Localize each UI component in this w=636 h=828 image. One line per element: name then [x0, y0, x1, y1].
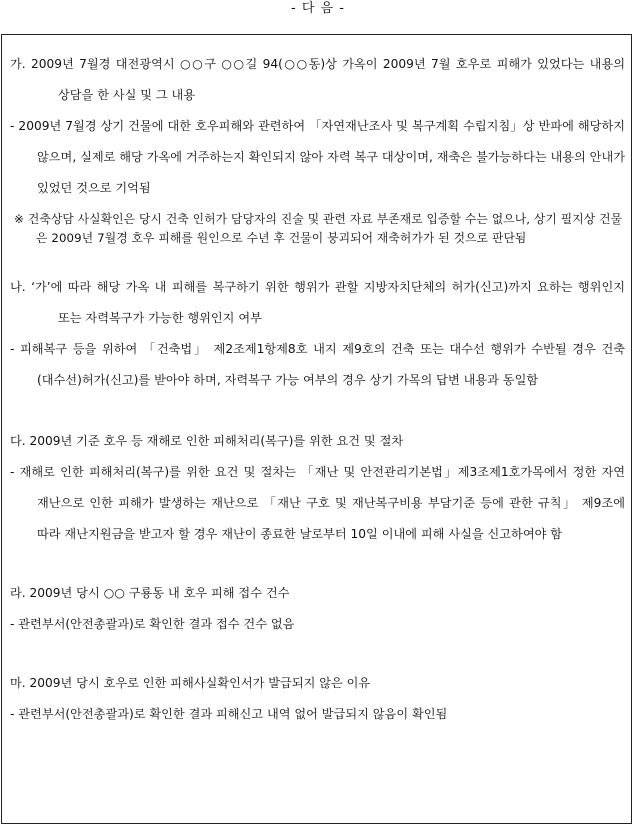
section-ma-heading: 마. 2009년 당시 호우로 인한 피해사실확인서가 발급되지 않은 이유	[10, 676, 371, 690]
section-na	[10, 272, 629, 396]
section-spacer	[10, 248, 625, 272]
section-ra-bullet: - 관련부서(안전총괄과)로 확인한 결과 접수 건수 없음	[10, 617, 295, 631]
section-na-heading: 나. ‘가’에 따라 해당 가옥 내 피해를 복구하기 위한 행위가 관할 지방자치단체의 허가(신고)까지 요하는 행위인지 또는 자력복구가 가능한 행위인지 여부	[10, 280, 629, 325]
section-da	[10, 426, 629, 550]
section-ga	[10, 49, 629, 248]
document-header-title: - 다 음 -	[291, 1, 345, 16]
section-spacer	[10, 396, 625, 426]
section-ga-heading: 가. 2009년 7월경 대전광역시 ○○구 ○○길 94(○○동)상 가옥이 2009년 7월 호우로 피해가 있었다는 내용의 상담을 한 사실 및 그 내용	[10, 57, 629, 102]
section-da-heading: 다. 2009년 기준 호우 등 재해로 인한 피해처리(복구)를 위한 요건 및 절차	[10, 434, 404, 448]
section-ra	[10, 578, 625, 640]
section-da-bullet: - 재해로 인한 피해처리(복구)를 위한 요건 및 절차는 「재난 및 안전관리기본법」제3조제1호가목에서 정한 자연 재난으로 인한 피해가 발생하는 재난으로 「재난 구호 및 재난복구비용 부담기준 등에 관한 규칙」 제9조에 따라 재난지원금을 받고자 할 경우 재난이 종료한 날로부터 10일 이내에 피해 사실을 신고하여야 함	[10, 465, 629, 541]
section-ga-note: ※ 건축상담 사실확인은 당시 건축 인허가 담당자의 진술 및 관련 자료 부존재로 입증할 수는 없으나, 상기 필지상 건물은 2009년 7월경 호우 피해를 원인으로 수년 후 건물이 붕괴되어 재축허가가 된 것으로 판단됨	[14, 212, 623, 245]
section-ga-bullet: - 2009년 7월경 상기 건물에 대한 호우피해와 관련하여 「자연재난조사 및 복구계획 수립지침」상 반파에 해당하지 않으며, 실제로 해당 가옥에 거주하는지 확인되지 않아 자력 복구 대상이며, 재축은 불가능하다는 내용의 안내가 있었던 것으로 기억됨	[10, 119, 629, 195]
section-spacer	[10, 550, 625, 578]
section-ra-heading: 라. 2009년 당시 ○○ 구룡동 내 호우 피해 접수 건수	[10, 586, 290, 600]
section-ma	[10, 668, 625, 730]
document-body-box	[1, 34, 632, 824]
section-ma-bullet: - 관련부서(안전총괄과)로 확인한 결과 피해신고 내역 없어 발급되지 않음이 확인됨	[10, 707, 448, 721]
section-na-bullet: - 피해복구 등을 위하여 「건축법」 제2조제1항제8호 내지 제9호의 건축 또는 대수선 행위가 수반될 경우 건축(대수선)허가(신고)를 받아야 하며, 자력복구 가능 여부의 경우 상기 가목의 답변 내용과 동일함	[10, 342, 625, 387]
section-spacer	[10, 640, 625, 668]
